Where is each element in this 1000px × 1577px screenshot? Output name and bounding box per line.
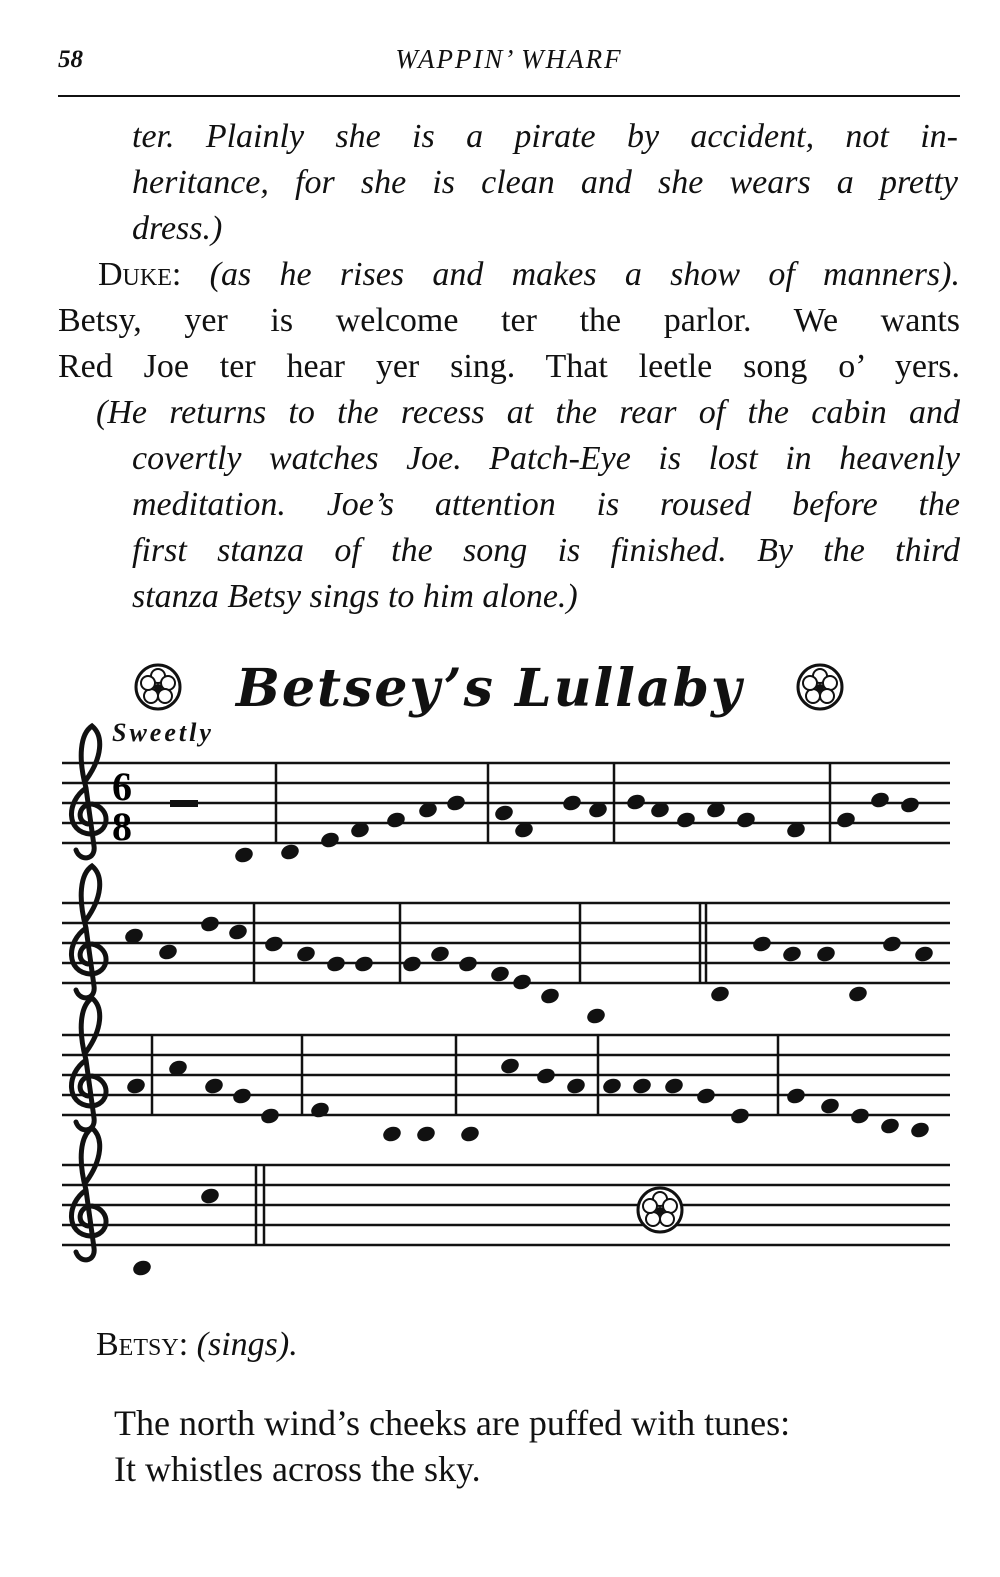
header-rule: [58, 95, 960, 97]
stage-direction-line: ter. Plainly she is a pirate by accident, not in-: [132, 118, 958, 155]
staff-1-notes: [233, 790, 921, 864]
flower-ornament-center: [638, 1188, 682, 1232]
music-title: Betsey’s Lullaby: [236, 658, 744, 719]
song-verse: [114, 1400, 790, 1492]
speech-direction: (as he rises and makes a show of manners).: [209, 256, 960, 293]
page-header: [58, 40, 960, 90]
speaker-name: Duke: [98, 256, 172, 293]
stage-direction-line: meditation. Joe’s attention is roused before the: [132, 486, 960, 523]
page-number: 58: [58, 46, 83, 73]
treble-clef-icon: [71, 866, 106, 998]
speaker-colon: :: [178, 1326, 189, 1363]
staff-3: [62, 1035, 950, 1115]
stage-direction-line: heritance, for she is clean and she wears a pretty: [132, 164, 958, 201]
stage-direction: [96, 390, 960, 620]
treble-clef-icon: [71, 726, 106, 858]
stage-direction-line: stanza Betsy sings to him alone.): [132, 578, 578, 615]
duke-speech-heading: [58, 252, 960, 298]
verse-line: It whistles across the sky.: [114, 1449, 481, 1489]
speech-line: Red Joe ter hear yer sing. That leetle song o’ yers.: [58, 348, 960, 385]
verse-line: The north wind’s cheeks are puffed with tunes:: [114, 1403, 791, 1443]
rest: [170, 800, 198, 807]
treble-clef-icon: [71, 1128, 106, 1260]
stage-direction-line: first stanza of the song is finished. By the third: [132, 532, 960, 569]
speaker-name: Betsy: [96, 1326, 179, 1363]
tempo-marking: Sweetly: [112, 718, 214, 747]
staff-3-notes: [125, 1056, 931, 1143]
duke-speech: [58, 252, 960, 390]
staff-4: [62, 1165, 950, 1245]
stage-direction-line: dress.): [132, 210, 223, 247]
staff-2-notes: [123, 914, 935, 1025]
staff-4-notes: [131, 1186, 221, 1277]
treble-clef-icon: [71, 998, 106, 1130]
speech-line: Betsy, yer is welcome ter the parlor. We wants: [58, 302, 960, 339]
speaker-colon: :: [171, 256, 182, 293]
speech-direction: (sings).: [196, 1326, 298, 1363]
stage-direction-line: (He returns to the recess at the rear of the cabin and: [96, 394, 960, 431]
flower-ornament-left: [136, 665, 180, 709]
music-score: [0, 640, 1000, 1290]
flower-ornament-right: [798, 665, 842, 709]
betsy-cue: [96, 1322, 298, 1368]
running-title: WAPPIN’ WHARF: [395, 44, 623, 74]
time-signature-top: 6: [112, 764, 132, 809]
stage-direction-line: covertly watches Joe. Patch-Eye is lost in heavenly: [132, 440, 960, 477]
stage-direction-continued: [132, 114, 958, 252]
time-signature-bottom: 8: [112, 804, 132, 849]
